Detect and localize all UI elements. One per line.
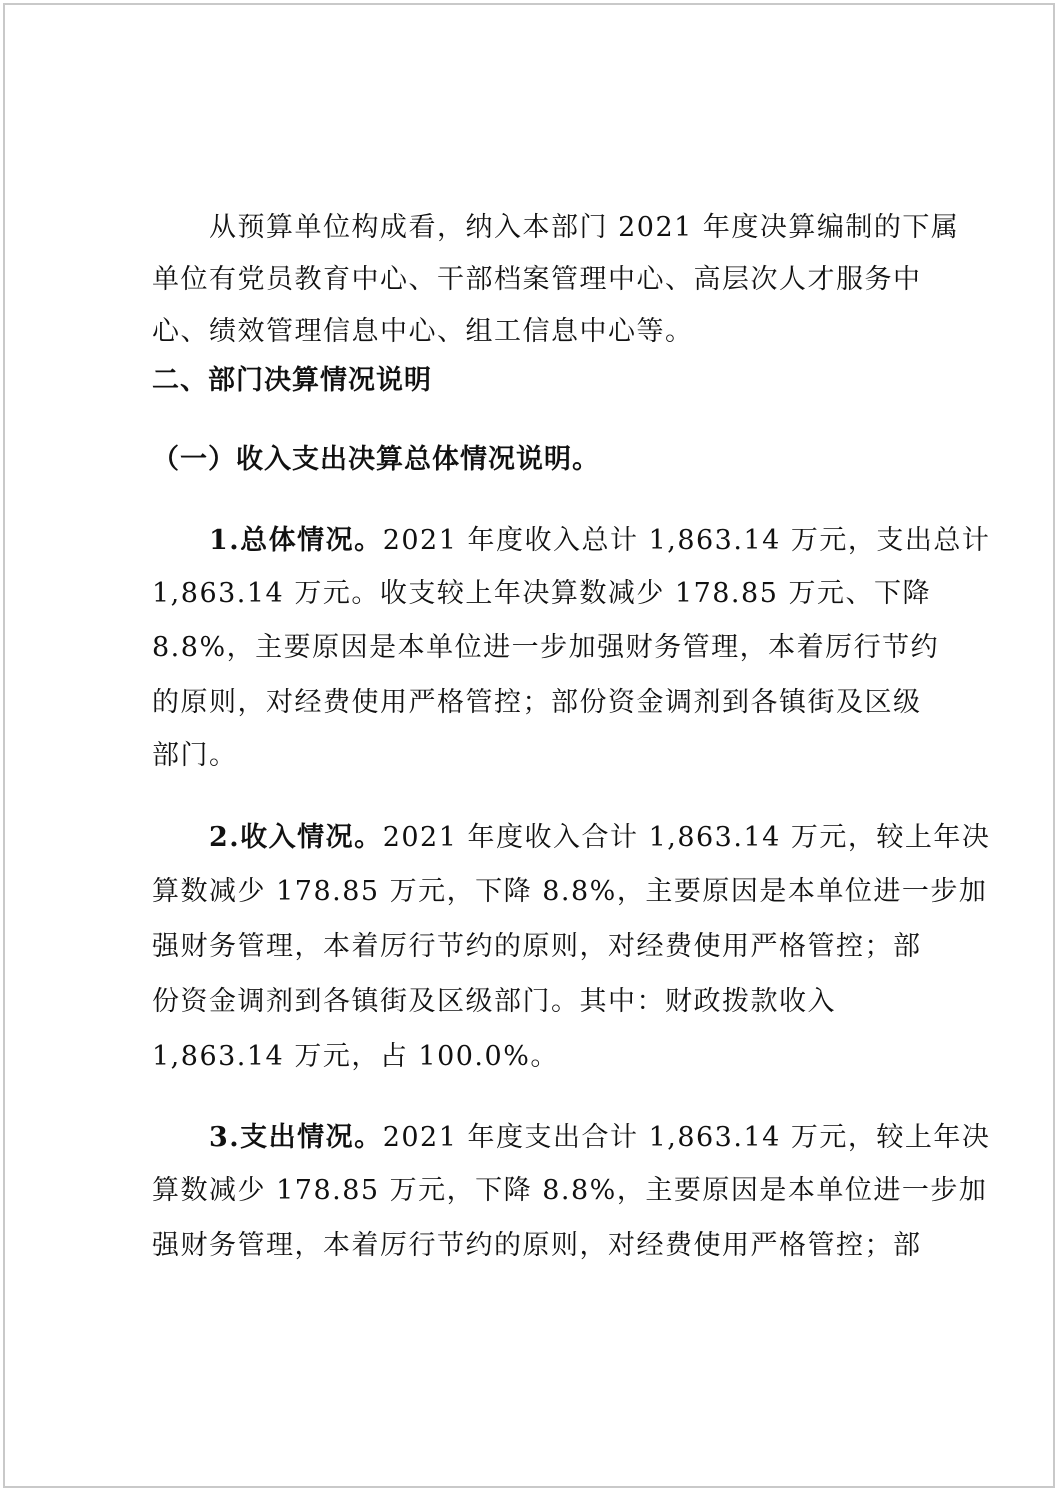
- section-2-title: 二、部门决算情况说明: [152, 365, 432, 396]
- item-2-line-4: 份资金调剂到各镇街及区级部门。其中：财政拨款收入: [152, 986, 836, 1017]
- item-3-line-3: 强财务管理，本着厉行节约的原则，对经费使用严格管控；部: [152, 1230, 922, 1261]
- intro-line-3: 心、绩效管理信息中心、组工信息中心等。: [152, 316, 694, 347]
- item-2-line-2: 算数减少 178.85 万元，下降 8.8%，主要原因是本单位进一步加: [152, 876, 988, 907]
- item-1-line-4: 的原则，对经费使用严格管控；部份资金调剂到各镇街及区级: [152, 687, 922, 718]
- item-1-line-5: 部门。: [152, 740, 238, 771]
- intro-line-1: 从预算单位构成看，纳入本部门 2021 年度决算编制的下属: [209, 212, 960, 243]
- item-2-line-1: [209, 820, 990, 856]
- item-1-line-1: [209, 523, 990, 559]
- item-3-lead: 3.支出情况。: [209, 1122, 383, 1153]
- item-2-line-5: 1,863.14 万元，占 100.0%。: [152, 1041, 559, 1072]
- item-1-lead: 1.总体情况。: [209, 525, 383, 556]
- item-3-line-1: [209, 1120, 990, 1156]
- document-page: [3, 3, 1055, 1488]
- item-1-line-1-text: 2021 年度收入总计 1,863.14 万元，支出总计: [382, 525, 991, 556]
- item-2-lead: 2.收入情况。: [209, 822, 383, 853]
- item-3-line-1-text: 2021 年度支出合计 1,863.14 万元，较上年决: [382, 1122, 991, 1153]
- intro-line-2: 单位有党员教育中心、干部档案管理中心、高层次人才服务中: [152, 264, 922, 295]
- item-1-line-2: 1,863.14 万元。收支较上年决算数减少 178.85 万元、下降: [152, 578, 931, 609]
- item-2-line-1-text: 2021 年度收入合计 1,863.14 万元，较上年决: [382, 822, 991, 853]
- item-2-line-3: 强财务管理，本着厉行节约的原则，对经费使用严格管控；部: [152, 931, 922, 962]
- item-3-line-2: 算数减少 178.85 万元，下降 8.8%，主要原因是本单位进一步加: [152, 1175, 988, 1206]
- subsection-1-title: （一）收入支出决算总体情况说明。: [152, 444, 600, 475]
- item-1-line-3: 8.8%，主要原因是本单位进一步加强财务管理，本着厉行节约: [152, 632, 940, 663]
